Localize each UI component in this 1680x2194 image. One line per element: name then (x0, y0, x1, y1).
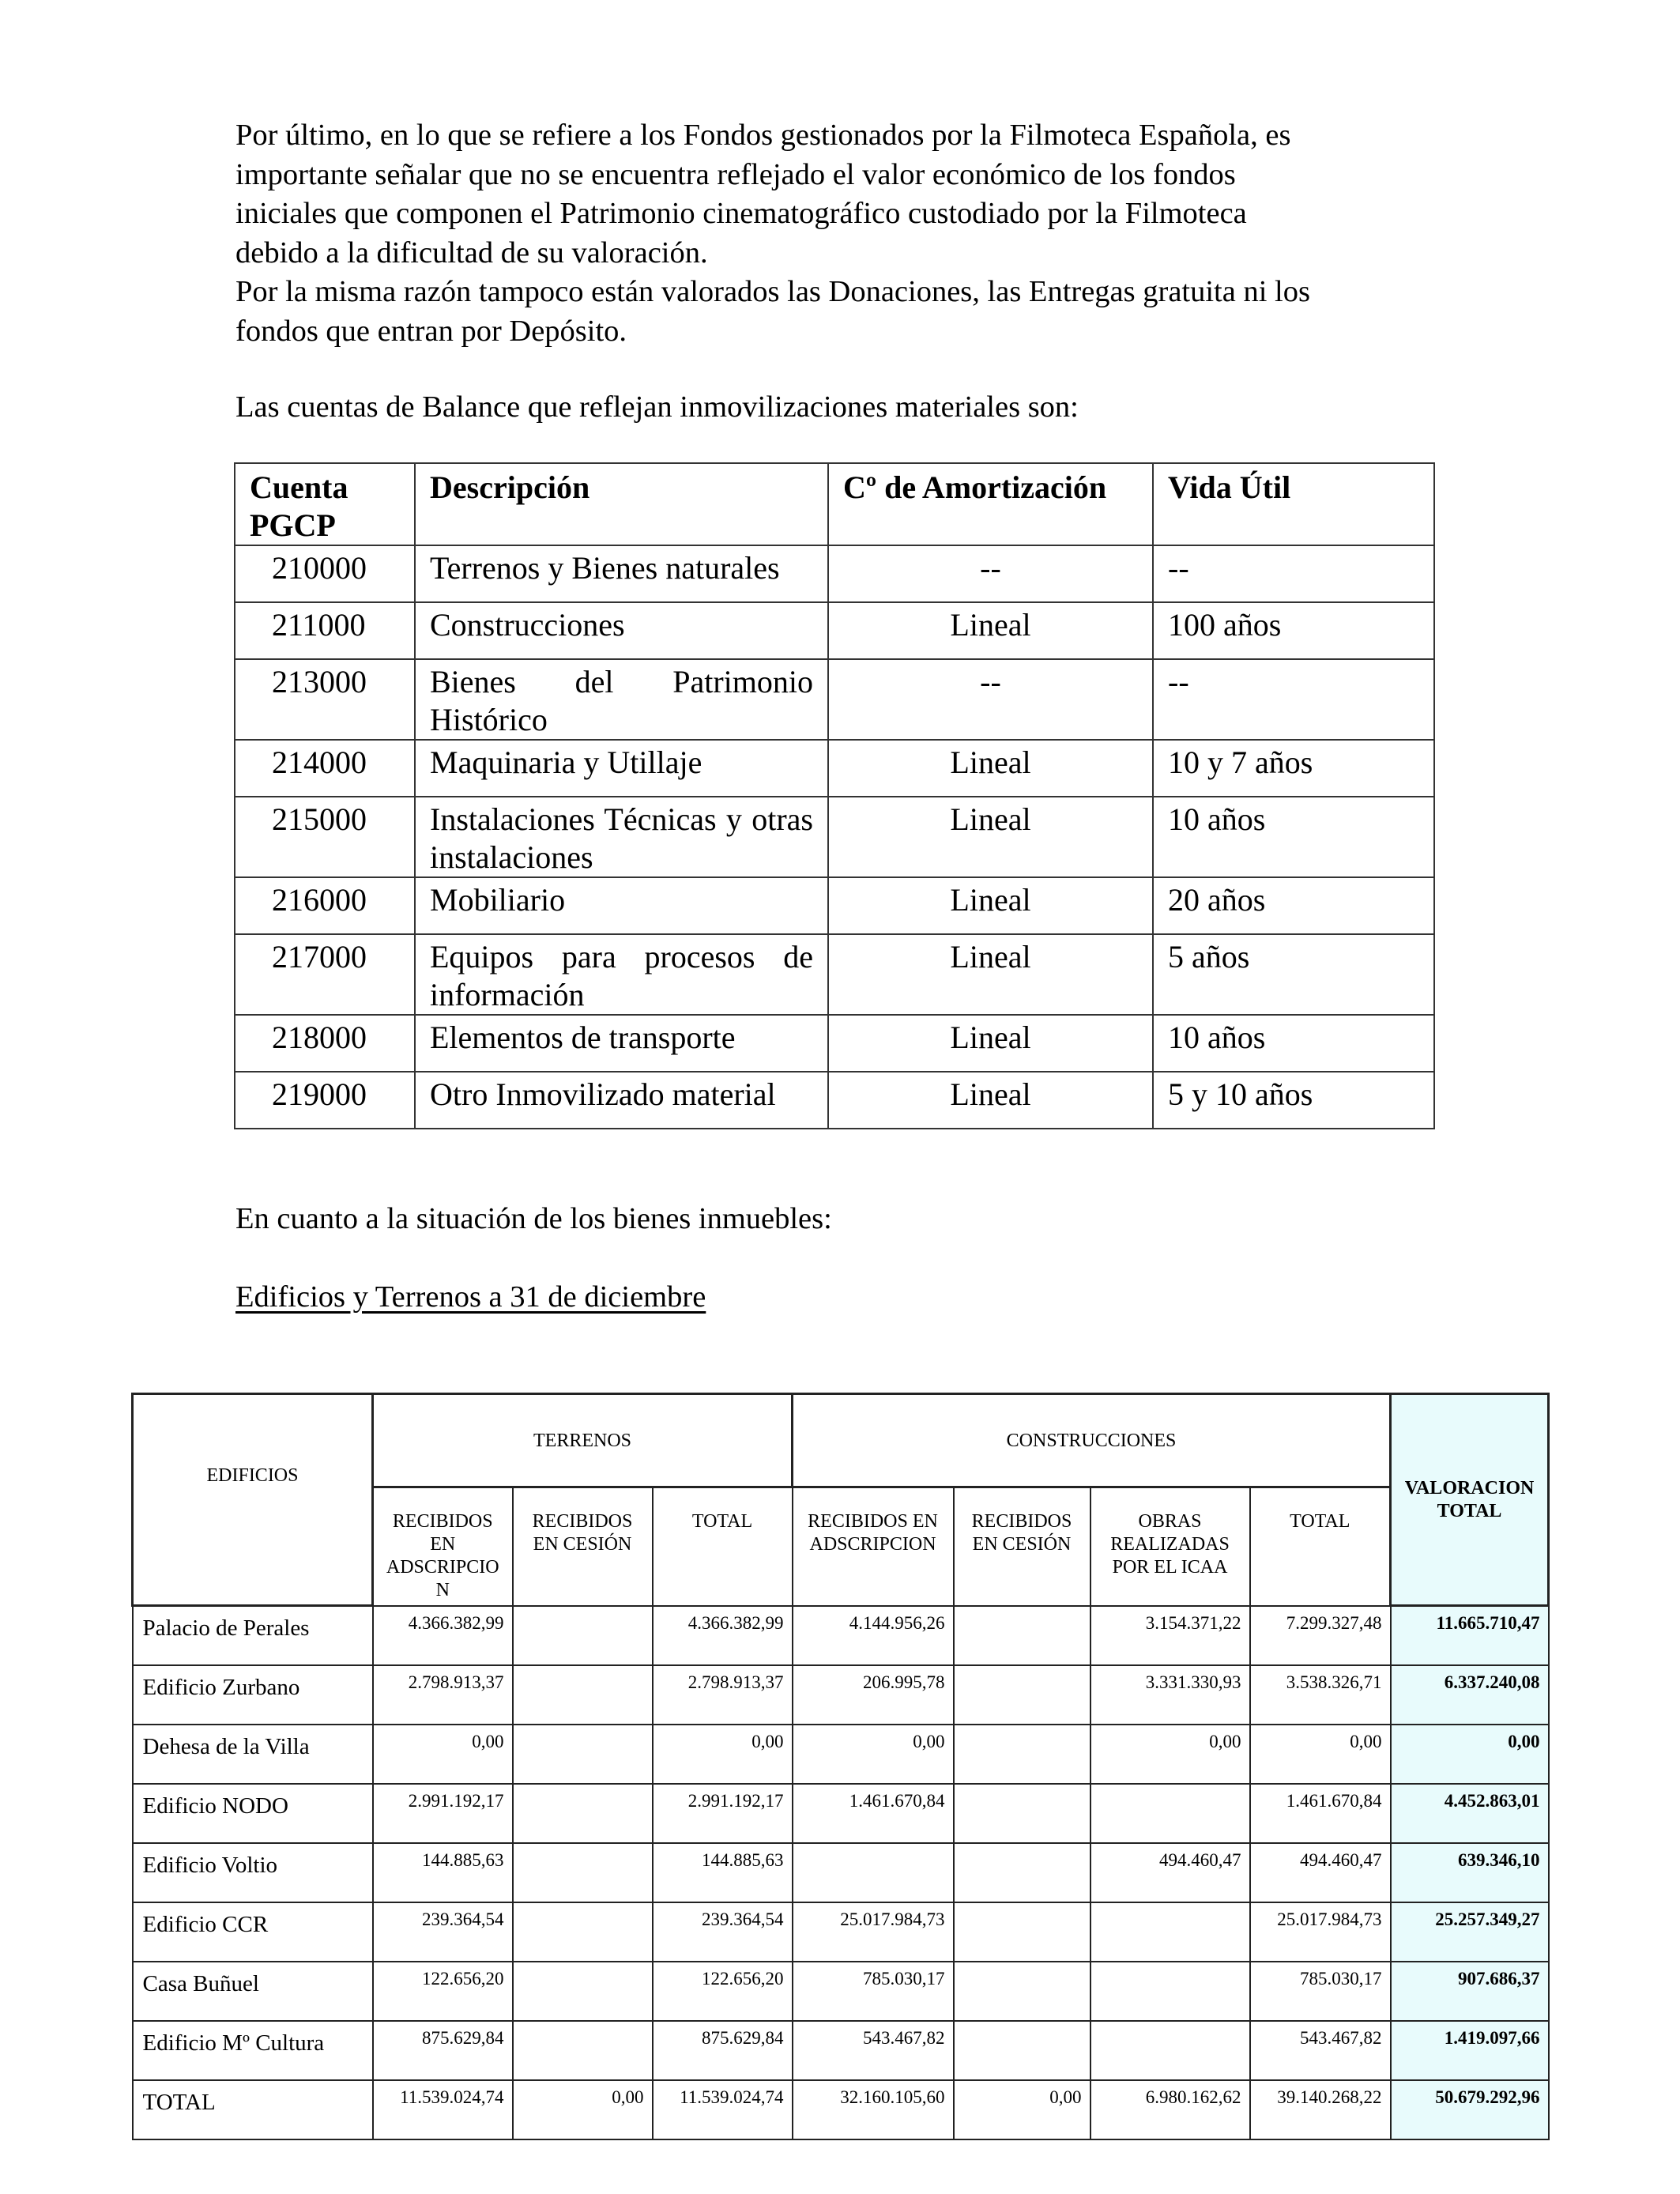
cell-valoracion: 4.452.863,01 (1391, 1784, 1549, 1843)
cell-c-obr: 3.154.371,22 (1090, 1606, 1250, 1665)
header-edificios: EDIFICIOS (133, 1394, 373, 1606)
table-row (235, 797, 1434, 877)
cell-building-name: Dehesa de la Villa (133, 1725, 373, 1784)
subheader-c-cesion: RECIBIDOS EN CESIÓN (954, 1487, 1090, 1606)
table-row (133, 2080, 1549, 2139)
table-header-row (133, 1394, 1549, 1487)
cell-t-tot: 144.885,63 (653, 1843, 793, 1902)
cell-t-ads: 144.885,63 (373, 1843, 513, 1902)
cell-method: Lineal (828, 740, 1153, 797)
table-row (235, 1072, 1434, 1129)
cell-code: 218000 (235, 1015, 415, 1072)
cell-c-ads: 4.144.956,26 (793, 1606, 954, 1665)
cell-t-ces: 0,00 (513, 2080, 653, 2139)
cell-c-tot: 7.299.327,48 (1250, 1606, 1391, 1665)
table-row (133, 2021, 1549, 2080)
table-row (133, 1784, 1549, 1843)
cell-valoracion: 1.419.097,66 (1391, 2021, 1549, 2080)
table-row (133, 1606, 1549, 1665)
cell-c-ads: 0,00 (793, 1725, 954, 1784)
cell-desc: Instalaciones Técnicas y otras instalaciones (415, 797, 828, 877)
cell-building-name: TOTAL (133, 2080, 373, 2139)
cell-c-ads (793, 1843, 954, 1902)
cell-t-ads: 2.798.913,37 (373, 1665, 513, 1725)
intro-line: importante señalar que no se encuentra reflejado el valor económico de los fondos (235, 157, 1236, 191)
cell-life: 10 años (1153, 1015, 1434, 1072)
subheader-t-adscripcion: RECIBIDOS EN ADSCRIPCIO N (373, 1487, 513, 1606)
cell-t-ces (513, 1962, 653, 2021)
cell-t-ces (513, 1606, 653, 1665)
cell-valoracion: 50.679.292,96 (1391, 2080, 1549, 2139)
cell-life: 5 y 10 años (1153, 1072, 1434, 1129)
table-row (235, 740, 1434, 797)
intro-paragraph-2 (235, 273, 1429, 351)
cell-t-ads: 4.366.382,99 (373, 1606, 513, 1665)
cell-life: 10 y 7 años (1153, 740, 1434, 797)
cell-life: -- (1153, 545, 1434, 602)
cell-c-obr: 6.980.162,62 (1090, 2080, 1250, 2139)
cell-building-name: Edificio Zurbano (133, 1665, 373, 1725)
cell-c-ads: 1.461.670,84 (793, 1784, 954, 1843)
cell-t-tot: 875.629,84 (653, 2021, 793, 2080)
table-row (133, 1962, 1549, 2021)
section-subtitle-text: Edificios y Terrenos a 31 de diciembre (235, 1280, 706, 1314)
cell-valoracion: 907.686,37 (1391, 1962, 1549, 2021)
cell-t-tot: 2.798.913,37 (653, 1665, 793, 1725)
cell-life: 5 años (1153, 934, 1434, 1015)
cell-method: Lineal (828, 934, 1153, 1015)
cell-t-ads: 11.539.024,74 (373, 2080, 513, 2139)
cell-desc: Elementos de transporte (415, 1015, 828, 1072)
cell-t-ads: 2.991.192,17 (373, 1784, 513, 1843)
cell-c-ads: 543.467,82 (793, 2021, 954, 2080)
cell-c-ces (954, 1784, 1090, 1843)
cell-desc: Bienes del Patrimonio Histórico (415, 659, 828, 740)
cell-life: -- (1153, 659, 1434, 740)
cell-method: Lineal (828, 797, 1153, 877)
header-descripcion: Descripción (415, 463, 828, 545)
cell-building-name: Casa Buñuel (133, 1962, 373, 2021)
cell-desc: Construcciones (415, 602, 828, 659)
cell-t-ces (513, 1665, 653, 1725)
cell-t-ads: 239.364,54 (373, 1902, 513, 1962)
cell-c-ads: 206.995,78 (793, 1665, 954, 1725)
cell-life: 10 años (1153, 797, 1434, 877)
intro-line: iniciales que componen el Patrimonio cinematográfico custodiado por la Filmoteca (235, 197, 1247, 230)
situacion-text: En cuanto a la situación de los bienes inmuebles: (235, 1202, 832, 1235)
cell-building-name: Edificio CCR (133, 1902, 373, 1962)
cell-t-ces (513, 1784, 653, 1843)
table-row (133, 1725, 1549, 1784)
cell-method: Lineal (828, 1072, 1153, 1129)
cell-desc: Otro Inmovilizado material (415, 1072, 828, 1129)
cell-c-obr (1090, 1784, 1250, 1843)
cell-code: 217000 (235, 934, 415, 1015)
cell-c-ads: 32.160.105,60 (793, 2080, 954, 2139)
header-vida-util: Vida Útil (1153, 463, 1434, 545)
intro-line: fondos que entran por Depósito. (235, 314, 627, 348)
cell-t-ads: 0,00 (373, 1725, 513, 1784)
cell-method: Lineal (828, 1015, 1153, 1072)
table-row (133, 1902, 1549, 1962)
cell-c-obr: 3.331.330,93 (1090, 1665, 1250, 1725)
cell-c-ces (954, 1606, 1090, 1665)
header-amortizacion: Cº de Amortización (828, 463, 1153, 545)
cell-valoracion: 25.257.349,27 (1391, 1902, 1549, 1962)
header-valoracion-total: VALORACION TOTAL (1391, 1394, 1549, 1606)
cell-code: 211000 (235, 602, 415, 659)
table-row (235, 934, 1434, 1015)
cell-code: 214000 (235, 740, 415, 797)
cell-code: 216000 (235, 877, 415, 934)
cell-code: 219000 (235, 1072, 415, 1129)
cell-c-ads: 25.017.984,73 (793, 1902, 954, 1962)
cell-desc: Maquinaria y Utillaje (415, 740, 828, 797)
cell-t-ces (513, 1843, 653, 1902)
cell-t-ads: 122.656,20 (373, 1962, 513, 2021)
cell-t-tot: 0,00 (653, 1725, 793, 1784)
amortization-table (234, 462, 1435, 1129)
subheader-t-cesion: RECIBIDOS EN CESIÓN (513, 1487, 653, 1606)
cell-valoracion: 0,00 (1391, 1725, 1549, 1784)
cell-c-tot: 3.538.326,71 (1250, 1665, 1391, 1725)
cell-c-ces: 0,00 (954, 2080, 1090, 2139)
cell-valoracion: 6.337.240,08 (1391, 1665, 1549, 1725)
cell-c-ads: 785.030,17 (793, 1962, 954, 2021)
cell-c-obr: 0,00 (1090, 1725, 1250, 1784)
cell-c-ces (954, 1665, 1090, 1725)
table-row (235, 545, 1434, 602)
header-terrenos: TERRENOS (373, 1394, 793, 1487)
cell-method: Lineal (828, 877, 1153, 934)
cell-c-obr: 494.460,47 (1090, 1843, 1250, 1902)
cell-life: 100 años (1153, 602, 1434, 659)
intro-paragraph-3: Las cuentas de Balance que reflejan inmovilizaciones materiales son: (235, 390, 1079, 424)
subheader-c-obras: OBRAS REALIZADAS POR EL ICAA (1090, 1487, 1250, 1606)
section-subtitle (235, 1278, 1429, 1318)
cell-desc: Terrenos y Bienes naturales (415, 545, 828, 602)
cell-building-name: Edificio Mº Cultura (133, 2021, 373, 2080)
cell-valoracion: 639.346,10 (1391, 1843, 1549, 1902)
header-cuenta: Cuenta PGCP (235, 463, 415, 545)
cell-method: -- (828, 659, 1153, 740)
cell-t-ces (513, 2021, 653, 2080)
subheader-c-total: TOTAL (1250, 1487, 1391, 1606)
table-row (235, 659, 1434, 740)
cell-c-ces (954, 1962, 1090, 2021)
cell-building-name: Edificio Voltio (133, 1843, 373, 1902)
cell-c-tot: 1.461.670,84 (1250, 1784, 1391, 1843)
cell-t-tot: 4.366.382,99 (653, 1606, 793, 1665)
cell-c-tot: 39.140.268,22 (1250, 2080, 1391, 2139)
cell-building-name: Edificio NODO (133, 1784, 373, 1843)
header-construcciones: CONSTRUCCIONES (793, 1394, 1391, 1487)
cell-t-tot: 239.364,54 (653, 1902, 793, 1962)
cell-desc: Equipos para procesos de información (415, 934, 828, 1015)
subheader-t-total: TOTAL (653, 1487, 793, 1606)
cell-valoracion: 11.665.710,47 (1391, 1606, 1549, 1665)
cell-code: 215000 (235, 797, 415, 877)
cell-building-name: Palacio de Perales (133, 1606, 373, 1665)
cell-desc: Mobiliario (415, 877, 828, 934)
cell-c-ces (954, 1843, 1090, 1902)
intro-line: debido a la dificultad de su valoración. (235, 236, 708, 270)
table-header-row (235, 463, 1434, 545)
cell-t-ads: 875.629,84 (373, 2021, 513, 2080)
table-row (235, 1015, 1434, 1072)
cell-code: 210000 (235, 545, 415, 602)
cell-c-ces (954, 1725, 1090, 1784)
cell-c-obr (1090, 1902, 1250, 1962)
cell-t-ces (513, 1725, 653, 1784)
buildings-table (131, 1393, 1550, 2140)
cell-c-tot: 543.467,82 (1250, 2021, 1391, 2080)
cell-c-tot: 494.460,47 (1250, 1843, 1391, 1902)
cell-method: Lineal (828, 602, 1153, 659)
cell-c-tot: 25.017.984,73 (1250, 1902, 1391, 1962)
intro-line: Por la misma razón tampoco están valorados las Donaciones, las Entregas gratuita ni los (235, 275, 1310, 308)
cell-t-tot: 2.991.192,17 (653, 1784, 793, 1843)
cell-c-tot: 0,00 (1250, 1725, 1391, 1784)
cell-c-ces (954, 2021, 1090, 2080)
cell-c-obr (1090, 1962, 1250, 2021)
table-row (133, 1843, 1549, 1902)
cell-c-tot: 785.030,17 (1250, 1962, 1391, 2021)
intro-paragraph-1 (235, 116, 1429, 273)
cell-t-ces (513, 1902, 653, 1962)
cell-life: 20 años (1153, 877, 1434, 934)
table-row (235, 877, 1434, 934)
cell-t-tot: 122.656,20 (653, 1962, 793, 2021)
buildings-table-body (133, 1606, 1549, 2139)
table-row (235, 602, 1434, 659)
intro-line: Por último, en lo que se refiere a los Fondos gestionados por la Filmoteca Española, es (235, 119, 1291, 152)
table-row (133, 1665, 1549, 1725)
cell-method: -- (828, 545, 1153, 602)
subheader-c-adscripcion: RECIBIDOS EN ADSCRIPCION (793, 1487, 954, 1606)
cell-c-ces (954, 1902, 1090, 1962)
cell-t-tot: 11.539.024,74 (653, 2080, 793, 2139)
cell-c-obr (1090, 2021, 1250, 2080)
cell-code: 213000 (235, 659, 415, 740)
